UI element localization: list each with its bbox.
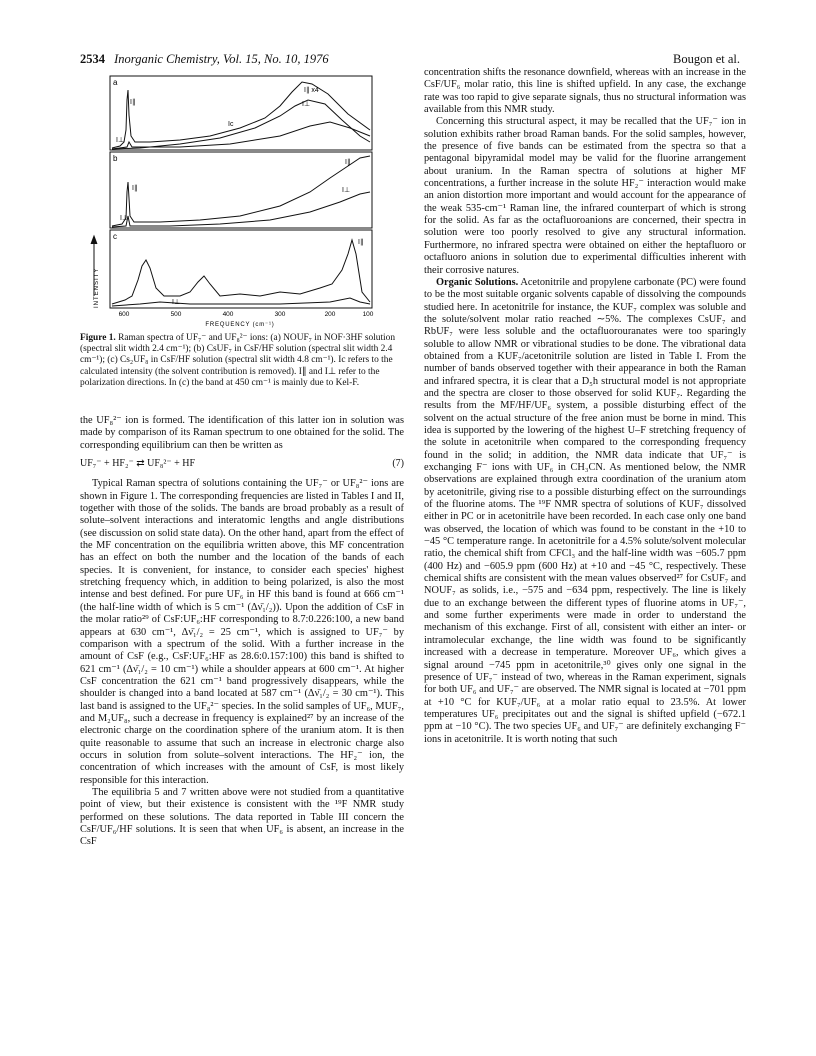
panel-a-frame [110,76,372,150]
section-heading: Organic Solutions. [436,276,519,288]
caption-label: Figure 1. [80,333,116,343]
page-number: 2534 [80,52,105,66]
panel-b-letter: b [113,154,118,163]
panel-a-label-5: I⊥ [302,101,311,108]
panel-a-label-3: Ic [228,121,234,128]
panel-c-frame [110,230,372,308]
caption-text: Raman spectra of UF₇⁻ and UF₈²⁻ ions: (a) NOUF₇ in NOF·3HF solution (spectral slit width 2.4 cm⁻¹); (b) CsUF₇ in CsF/HF solution (spectral slit width 2.4 cm⁻¹); (c) Cs₂UF₈ in CsF/HF solution (spectral slit width 4.8 cm⁻¹). Ic refers to the calculated intensity (the solvent contribution is removed). I∥ and I⊥ refer to the polarization directions. In (c) the band at 450 cm⁻¹ is mainly due to Kel-F. [80,333,396,388]
running-authors: Bougon et al. [672,52,740,66]
panel-c-spectrum-perp [112,298,370,306]
figure-caption [80,333,410,389]
panel-a-label-4: I∥ x4 [304,87,319,94]
intensity-arrow-head [91,236,97,244]
x-tick-500: 500 [170,311,182,318]
x-tick-100: 100 [362,311,374,318]
right-paragraph-3-text: Acetonitrile and propylene carbonate (PC) were found to be the most suitable organic solvents capable of dissolving the compounds studied here. In acetonitrile for instance, the KUF₇ complex was soluble and the solute/solvent molar ratio reached ∼5%. The complexes CsUF₇ and RbUF₇ were less soluble and the octafluorouranates were too sparingly soluble to allow NMR or vibrational studies to be done. The vibrational data obtained from a KUF₇/acetonitrile solution are listed in Table I. From the number of bands observed together with their appearance in both the Raman and infrared spectra, it is clear that a D₅h structural model is not appropriate and the spectra are closer to those observed for solid KUF₇. Regarding the results from the MF/HF/UF₆ system, a possible disturbing effect of the solvent on the actual structure of the free anion must be borne in mind. This idea is supported by the lowering of the highest U–F stretching frequency of the solute in acetonitrile when compared to the corresponding frequency found in the solid; in addition, the NMR data indicate that UF₇⁻ is exchanging F⁻ ions with UF₆ in CH₃CN. As mentioned below, the NMR observations are explained through extra coordination of the uranium atom by acetonitrile, giving rise to a possible disturbing effect on the surroundings of the fluorine atoms. The ¹⁹F NMR spectra of solutions of KUF₇ dissolved either in PC or in acetonitrile have been recorded. In each case only one band was observed, the location of which was found to be constant in the +10 to −45 °C temperature range. In acetonitrile for a 4.5% solute/solvent molecular ratio, the chemical shift from CFCl₃ and the half-line width was −605.7 ppm (400 Hz) and −605.9 ppm (600 Hz) at +10 and −45 °C, respectively. These chemical shifts are consistent with the mean values observed²⁷ for CsUF₇ and NOUF₇ as solids, i.e., −575 and −634 ppm, respectively. The line is likely due to an exchange between the different types of fluorine atoms in UF₇⁻, and some further experiments were made in order to understand the mechanism of this exchange. First of all, consistent with either an inter- or intramolecular exchange, the line width was found to be significantly increased with a decrease in temperature. Moreover UF₆, which gives a signal around −745 ppm in acetonitrile,³⁰ gives only one signal in the presence of UF₇⁻ instead of two, whereas in the Raman experiment, signals for both UF₆ and UF₇⁻ are observed. The NMR signal is located at −701 ppm at +10 °C for KUF₇/UF₆ at a molar ratio equal to 23.5%. At lower temperatures UF₆ precipitates out and the signal is shifted upfield (−672.1 ppm at −10 °C). The two species UF₆ and UF₇⁻ are definitely exchanging F⁻ ions in acetonitrile. It is worth noting that such [424,276,746,745]
panel-c-letter: c [113,232,117,241]
panel-b-spectrum-parallel [112,156,370,226]
left-paragraph-2: Typical Raman spectra of solutions containing the UF₇⁻ or UF₈²⁻ ions are shown in Figure 1. The corresponding frequencies are listed in Tables I and II, together with those of the solids. The bands are broad probably as a result of solute–solvent interactions and interatomic lengths and angle distributions (see discussion on solid state data). On the other hand, apart from the effect of the MF concentration on the equilibria written above, this MF concentration has an effect on both the number and the location of the bands of each species. It is convenient, for instance, to consider each species' highest stretching frequency which, in addition to being polarized, is also the most intense and best defined. For pure UF₆ in HF this band is found at 666 cm⁻¹ (the half-line width of which is 5 cm⁻¹ (Δν̄₁/₂)). Upon the addition of CsF in the molar ratio²⁹ of CsF:UF₆:HF corresponding to 8.7:0.226:100, a new band appears at 630 cm⁻¹, Δν̄₁/₂ = 25 cm⁻¹, which is assigned to UF₇⁻ by comparison with a spectrum of the solid. With a further increase in the amount of CsF (e.g., CsF:UF₆:HF as 28.6:0.157:100) this band is shifted to 621 cm⁻¹ (Δν̄₁/₂ = 10 cm⁻¹) while a shoulder appears at 600 cm⁻¹. At higher CsF concentration the 621 cm⁻¹ band progressively disappears, while the shoulder is changed into a band located at 587 cm⁻¹ (Δν̄₁/₂ = 30 cm⁻¹). This last band is assigned to the UF₈²⁻ species. In the solid samples of UF₆, MUF₇, and M₂UF₈, such a decrease in frequency is explained²⁷ by an increase of the electronic charge on the coordination sphere of the uranium atom. It is then quite reasonable to assume that such an increase in electronic charge also occurs in solution from solute–solvent interactions. The HF₂⁻ ion, the concentration of which increases with the amount of CsF, is most likely responsible for this interaction. [80,478,404,786]
panel-a-letter: a [113,78,118,87]
panel-b-label-2: I⊥ [120,215,129,222]
panel-b-label-4: I⊥ [342,187,351,194]
panel-c-label-2: I⊥ [172,299,181,306]
journal-citation: Inorganic Chemistry, Vol. 15, No. 10, 1976 [114,52,329,66]
equation-7 [80,458,404,470]
panel-a-spectrum-parallel [112,82,370,148]
panel-c-spectrum-parallel [112,240,370,304]
left-column [80,415,404,849]
y-axis-label: INTENSITY [94,267,100,308]
right-paragraph-3 [424,277,746,746]
panel-a-label-1: I∥ [130,99,136,106]
panel-a-spectrum-perp [112,122,370,149]
left-paragraph-3: The equilibria 5 and 7 written above were not studied from a quantitative point of view, but their existence is consistent with the ¹⁹F NMR study performed on these solutions. The data reported in Table III concern the CsF/UF₆/HF solutions. It is seen that when UF₆ is absent, an increase in the CsF [80,786,404,848]
x-axis-label: FREQUENCY (cm⁻¹) [205,322,275,328]
raman-spectra-figure [80,70,404,332]
x-tick-200: 200 [324,311,336,318]
x-tick-400: 400 [222,311,234,318]
panel-b-label-3: I∥ [345,159,351,166]
right-paragraph-2: Concerning this structural aspect, it may be recalled that the UF₇⁻ ion in solution exhibits rather broad Raman bands. For the solid samples, however, the presence of five bands can be estimated from the spectra so that a pentagonal bipyramidal model may be valid for the fluorine arrangement about uranium. In the Raman spectra of solutions at higher MF concentrations, a further increase in the solute HF₂⁻ interaction would make an anion distortion more important and would account for the appearance of the weak 535-cm⁻¹ Raman line, the infrared counterpart of which is strong for the solid. As far as the octafluoroanions are concerned, their spectra in solution were too poorly resolved to give any structural information. Furthermore, no infrared spectra were obtained on either the heptafluoro or octafluoro anions in solution due to experimental difficulties inherent with their corrosive natures. [424,116,746,276]
page-header [80,52,740,68]
right-paragraph-1: concentration shifts the resonance downfield, whereas with an increase in the CsF/UF₆ molar ratio, this line is shifted upfield. In any case, the exchange rate was too rapid to give separate signals, thus no structural information was available from this NMR study. [424,67,746,116]
equation-number: (7) [392,458,404,470]
panel-b-frame [110,152,372,228]
panel-c-label-1: I∥ [358,239,364,246]
x-tick-300: 300 [274,311,286,318]
right-column [424,67,746,746]
panel-a-label-2: I⊥ [116,137,125,144]
left-paragraph-1: the UF₈²⁻ ion is formed. The identification of this latter ion in solution was made by comparison of its Raman spectrum to one obtained for the solid. The corresponding equilibrium can then be written as [80,415,404,451]
panel-b-label-1: I∥ [132,185,138,192]
equation-text: UF₇⁻ + HF₂⁻ ⇄ UF₈²⁻ + HF [80,458,196,470]
x-tick-600: 600 [118,311,130,318]
